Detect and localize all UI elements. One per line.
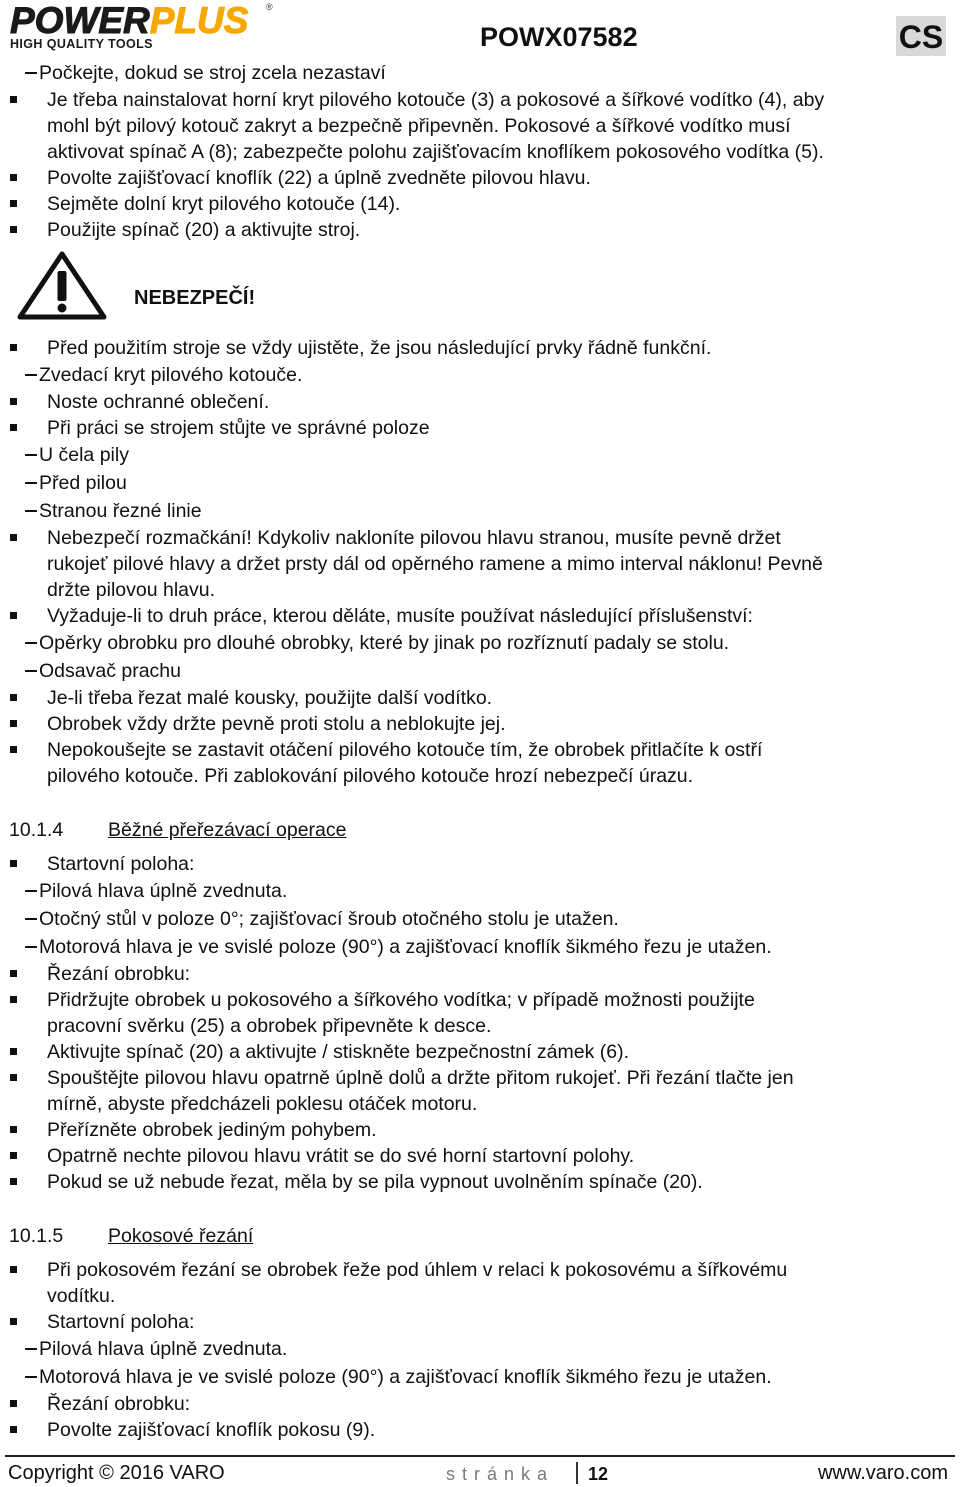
dash-icon — [25, 1348, 37, 1350]
bullet-icon — [10, 746, 17, 753]
bullet-icon — [10, 1178, 17, 1185]
dash-icon — [25, 946, 37, 948]
bullet-item: Startovní poloha: — [0, 1309, 960, 1335]
bullet-continuation: vodítku. — [47, 1285, 116, 1307]
bullet-continuation: mohl být pilový kotouč zakryt a bezpečně připevněn. Pokosové a šířkové vodítko musí — [47, 115, 791, 137]
bullet-item: Před použitím stroje se vždy ujistěte, že jsou následující prvky řádně funkční. — [0, 335, 960, 361]
dash-icon — [25, 890, 37, 892]
bullet-icon — [10, 996, 17, 1003]
page-header — [0, 0, 960, 60]
bullet-icon — [10, 200, 17, 207]
dash-item: Otočný stůl v poloze 0°; zajišťovací šroub otočného stolu je utažen. — [0, 905, 960, 933]
bullet-continuation: rukojeť pilové hlavy a držet prsty dál od opěrného ramene a mimo interval náklonu! Pevně — [47, 553, 823, 575]
bullet-item: Při práci se strojem stůjte ve správné poloze — [0, 415, 960, 441]
bullet-item: Aktivujte spínač (20) a aktivujte / stiskněte bezpečnostní zámek (6). — [0, 1039, 960, 1065]
logo-plus-text: PLUS — [149, 0, 249, 41]
copyright-text: Copyright © 2016 VARO — [8, 1462, 225, 1484]
powerplus-logo — [10, 2, 248, 51]
bullet-item: Nebezpečí rozmačkání! Kdykoliv nakloníte pilovou hlavu stranou, musíte pevně držet — [0, 525, 960, 551]
bullet-icon — [10, 1426, 17, 1433]
section-number: 10.1.4 — [9, 819, 64, 841]
section-heading — [0, 1195, 960, 1257]
bullet-item: Přeřízněte obrobek jediným pohybem. — [0, 1117, 960, 1143]
section-heading — [0, 789, 960, 851]
dash-icon — [25, 374, 37, 376]
dash-item: Zvedací kryt pilového kotouče. — [0, 361, 960, 389]
section-number: 10.1.5 — [9, 1225, 64, 1247]
bullet-icon — [10, 970, 17, 977]
logo-power-text: POWER — [10, 0, 150, 41]
bullet-item: Povolte zajišťovací knoflík pokosu (9). — [0, 1417, 960, 1443]
page-content — [0, 59, 960, 1443]
page-label: stránka — [446, 1464, 555, 1484]
dash-item: Pilová hlava úplně zvednuta. — [0, 877, 960, 905]
section-title: Pokosové řezání — [108, 1225, 254, 1247]
bullet-icon — [10, 612, 17, 619]
dash-item: Stranou řezné linie — [0, 497, 960, 525]
page-number: 12 — [588, 1464, 609, 1484]
language-badge: CS — [896, 16, 946, 56]
bullet-item: Použijte spínač (20) a aktivujte stroj. — [0, 217, 960, 243]
bullet-item: Pokud se už nebude řezat, měla by se pila vypnout uvolněním spínače (20). — [0, 1169, 960, 1195]
dash-item: Opěrky obrobku pro dlouhé obrobky, které by jinak po rozříznutí padaly se stolu. — [0, 629, 960, 657]
dash-icon — [25, 510, 37, 512]
page-footer — [0, 1460, 960, 1487]
bullet-icon — [10, 174, 17, 181]
bullet-item: Noste ochranné oblečení. — [0, 389, 960, 415]
bullet-icon — [10, 1126, 17, 1133]
section-title: Běžné přeřezávací operace — [108, 819, 347, 841]
bullet-icon — [10, 1048, 17, 1055]
bullet-icon — [10, 1152, 17, 1159]
model-number: POWX07582 — [480, 22, 638, 52]
logo-tagline: HIGH QUALITY TOOLS — [10, 37, 153, 51]
dash-icon — [25, 670, 37, 672]
bullet-icon — [10, 694, 17, 701]
dash-item: Odsavač prachu — [0, 657, 960, 685]
bullet-item: Startovní poloha: — [0, 851, 960, 877]
dash-item: U čela pily — [0, 441, 960, 469]
bullet-icon — [10, 860, 17, 867]
bullet-continuation: mírně, abyste předcházeli poklesu otáček motoru. — [47, 1093, 478, 1115]
bullet-icon — [10, 1318, 17, 1325]
bullet-item: Přidržujte obrobek u pokosového a šířkového vodítka; v případě možnosti použijte — [0, 987, 960, 1013]
bullet-icon — [10, 424, 17, 431]
footer-divider — [5, 1455, 955, 1457]
bullet-icon — [10, 534, 17, 541]
dash-item: Před pilou — [0, 469, 960, 497]
dash-item: Motorová hlava je ve svislé poloze (90°) a zajišťovací knoflík šikmého řezu je utažen. — [0, 1363, 960, 1391]
dash-item: Pilová hlava úplně zvednuta. — [0, 1335, 960, 1363]
bullet-continuation: aktivovat spínač A (8); zabezpečte polohu zajišťovacím knoflíkem pokosového vodítka (5). — [47, 141, 824, 163]
bullet-item: Obrobek vždy držte pevně proti stolu a neblokujte jej. — [0, 711, 960, 737]
bullet-icon — [10, 344, 17, 351]
bullet-icon — [10, 398, 17, 405]
dash-icon — [25, 482, 37, 484]
danger-label: NEBEZPEČÍ! — [134, 287, 256, 309]
dash-item: Motorová hlava je ve svislé poloze (90°) a zajišťovací knoflík šikmého řezu je utažen. — [0, 933, 960, 961]
bullet-icon — [10, 1400, 17, 1407]
bullet-item: Řezání obrobku: — [0, 1391, 960, 1417]
bullet-item: Vyžaduje-li to druh práce, kterou děláte, musíte používat následující příslušenství: — [0, 603, 960, 629]
bullet-icon — [10, 720, 17, 727]
dash-icon — [25, 454, 37, 456]
bullet-item: Spouštějte pilovou hlavu opatrně úplně dolů a držte přitom rukojeť. Při řezání tlačte jen — [0, 1065, 960, 1091]
registered-mark: ® — [266, 2, 273, 12]
bullet-item: Nepokoušejte se zastavit otáčení pilového kotouče tím, že obrobek přitlačíte k ostří — [0, 737, 960, 763]
bullet-item: Povolte zajišťovací knoflík (22) a úplně zvedněte pilovou hlavu. — [0, 165, 960, 191]
dash-icon — [25, 918, 37, 920]
dash-icon — [25, 1376, 37, 1378]
bullet-continuation: držte pilovou hlavu. — [47, 579, 216, 601]
bullet-continuation: pracovní svěrku (25) a obrobek připevněte k desce. — [47, 1015, 492, 1037]
bullet-item: Sejměte dolní kryt pilového kotouče (14). — [0, 191, 960, 217]
website-link[interactable]: www.varo.com — [817, 1462, 948, 1484]
bullet-item: Řezání obrobku: — [0, 961, 960, 987]
bullet-icon — [10, 226, 17, 233]
bullet-item: Je-li třeba řezat malé kousky, použijte další vodítko. — [0, 685, 960, 711]
warning-triangle-icon — [16, 251, 108, 321]
bullet-icon — [10, 96, 17, 103]
dash-item: Počkejte, dokud se stroj zcela nezastaví — [0, 59, 960, 87]
bullet-continuation: pilového kotouče. Při zablokování pilového kotouče hrozí nebezpečí úrazu. — [47, 765, 694, 787]
dash-icon — [25, 642, 37, 644]
dash-icon — [25, 72, 37, 74]
bullet-item: Opatrně nechte pilovou hlavu vrátit se do své horní startovní polohy. — [0, 1143, 960, 1169]
danger-warning — [0, 243, 960, 335]
bullet-item: Je třeba nainstalovat horní kryt pilového kotouče (3) a pokosové a šířkové vodítko (4), aby — [0, 87, 960, 113]
page-separator — [576, 1462, 578, 1484]
bullet-icon — [10, 1266, 17, 1273]
bullet-item: Při pokosovém řezání se obrobek řeže pod úhlem v relaci k pokosovému a šířkovému — [0, 1257, 960, 1283]
bullet-icon — [10, 1074, 17, 1081]
